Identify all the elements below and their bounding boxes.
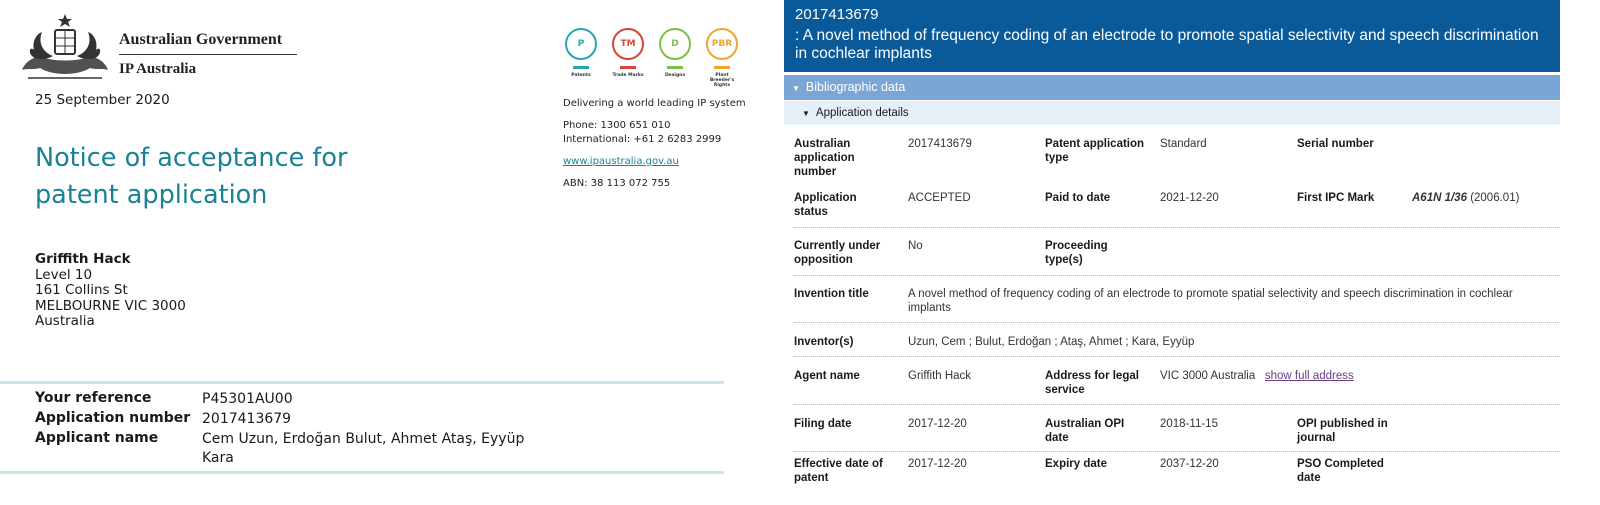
ip-icon-pbr: [704, 28, 740, 88]
reference-value: 2017413679: [202, 411, 292, 427]
record-title: : A novel method of frequency coding of an electrode to promote spatial selectivity and speech discrimination in cochlear implants: [795, 27, 1539, 62]
ip-icon-underline: [573, 66, 589, 69]
application-details-toggle[interactable]: [784, 101, 1560, 125]
ip-icon-underline: [714, 66, 730, 69]
ip-icon-badge: PBR: [706, 28, 738, 60]
field-label: Australian OPI date: [1045, 418, 1125, 444]
ipc-year: (2006.01): [1470, 192, 1520, 204]
abn: ABN: 38 113 072 755: [563, 178, 671, 189]
reference-divider-bottom: [0, 471, 724, 474]
website-link[interactable]: www.ipaustralia.gov.au: [563, 156, 679, 167]
ip-icon-badge: TM: [612, 28, 644, 60]
ipc-mark-value: [1412, 191, 1519, 205]
legal-address-text: VIC 3000 Australia: [1160, 370, 1256, 382]
reference-label: Applicant name: [35, 430, 159, 446]
phone: Phone: 1300 651 010: [563, 120, 671, 131]
address-line: 161 Collins St: [35, 282, 128, 298]
field-label: Patent application type: [1045, 138, 1145, 164]
ip-icon-underline: [620, 66, 636, 69]
reference-label: Your reference: [35, 390, 152, 406]
application-details-label: Application details: [815, 107, 909, 119]
reference-label: Application number: [35, 410, 191, 426]
logo-divider: [119, 54, 297, 55]
paid-to-date-value: 2021-12-20: [1160, 192, 1219, 204]
address-line: Australia: [35, 313, 95, 329]
reference-divider-top: [0, 381, 724, 384]
ipc-code: A61N 1/36: [1412, 192, 1467, 204]
ip-icon-tm: [610, 28, 646, 78]
ip-icon-p: [563, 28, 599, 78]
legal-address-value: [1160, 369, 1354, 383]
row-divider: [794, 275, 1560, 276]
agent-name-value: Griffith Hack: [908, 370, 972, 382]
field-label: Application status: [794, 192, 857, 218]
effective-date-value: 2017-12-20: [908, 458, 967, 470]
field-label: First IPC Mark: [1297, 192, 1375, 204]
field-label: Filing date: [794, 418, 852, 430]
field-label: Australian application number: [794, 138, 855, 178]
ip-icon-underline: [667, 66, 683, 69]
opi-date-value: 2018-11-15: [1160, 418, 1218, 430]
filing-date-value: 2017-12-20: [908, 418, 967, 430]
field-label: Invention title: [794, 288, 869, 300]
row-divider: [794, 356, 1560, 357]
reference-value: P45301AU00: [202, 391, 293, 407]
field-label: Paid to date: [1045, 192, 1111, 204]
address-line: Level 10: [35, 266, 93, 283]
field-label: Address for legal service: [1045, 370, 1139, 396]
opposition-value: No: [908, 240, 923, 252]
collapse-triangle-icon: ▼: [802, 109, 810, 118]
field-label: Proceeding type(s): [1045, 240, 1108, 266]
field-label: Agent name: [794, 370, 860, 382]
inventors-value: Uzun, Cem ; Bulut, Erdoğan ; Ataş, Ahmet ; Kara, Eyyüp: [908, 336, 1195, 348]
ip-icon-d: [657, 28, 693, 78]
row-divider: [794, 451, 1560, 452]
application-number-value: 2017413679: [908, 138, 972, 150]
ip-icon-caption: Trade Marks: [612, 73, 644, 78]
address-line: MELBOURNE VIC 3000: [35, 297, 186, 314]
row-divider: [794, 322, 1560, 323]
patent-type-value: Standard: [1160, 138, 1207, 150]
department-name: IP Australia: [119, 61, 197, 77]
international-phone: International: +61 2 6283 2999: [563, 134, 722, 145]
acceptance-letter: [0, 0, 770, 505]
patent-record: [784, 0, 1560, 505]
letter-date: 25 September 2020: [35, 92, 170, 108]
tagline: Delivering a world leading IP system: [563, 98, 746, 109]
field-label: Inventor(s): [794, 336, 854, 348]
application-status-value: ACCEPTED: [908, 192, 971, 204]
bibliographic-section-toggle[interactable]: [784, 75, 1560, 100]
row-divider: [794, 227, 1560, 228]
bibliographic-section-label: Bibliographic data: [805, 80, 906, 94]
collapse-triangle-icon: ▼: [792, 84, 800, 93]
letter-title: Notice of acceptance for patent application: [35, 143, 348, 210]
reference-value: Cem Uzun, Erdoğan Bulut, Ahmet Ataş, Eyyüp Kara: [202, 431, 525, 466]
record-number: 2017413679: [795, 6, 879, 23]
recipient-address: [35, 252, 186, 330]
field-label: Currently under opposition: [794, 240, 881, 266]
expiry-date-value: 2037-12-20: [1160, 458, 1219, 470]
field-label: Serial number: [1297, 138, 1374, 150]
field-label: PSO Completed date: [1297, 458, 1384, 484]
government-name: Australian Government: [119, 31, 283, 48]
invention-title-value: A novel method of frequency coding of an electrode to promote spatial selectivity and speech discrimination in cochlear implants: [908, 288, 1513, 314]
field-label: OPI published in journal: [1297, 418, 1388, 444]
ip-icon-caption: Patents: [571, 73, 591, 78]
recipient-firm: Griffith Hack: [35, 251, 131, 267]
ip-icon-caption: Designs: [664, 73, 686, 78]
ip-icon-badge: D: [659, 28, 691, 60]
field-label: Expiry date: [1045, 458, 1107, 470]
field-label: Effective date of patent: [794, 458, 883, 484]
ip-rights-icons: [563, 28, 743, 90]
ip-icon-caption: Plant Breeder's Rights: [709, 73, 735, 88]
ip-icon-badge: P: [565, 28, 597, 60]
show-full-address-link[interactable]: show full address: [1264, 370, 1354, 382]
record-header: [784, 0, 1560, 72]
coat-of-arms-logo: [20, 12, 110, 82]
row-divider: [794, 404, 1560, 405]
